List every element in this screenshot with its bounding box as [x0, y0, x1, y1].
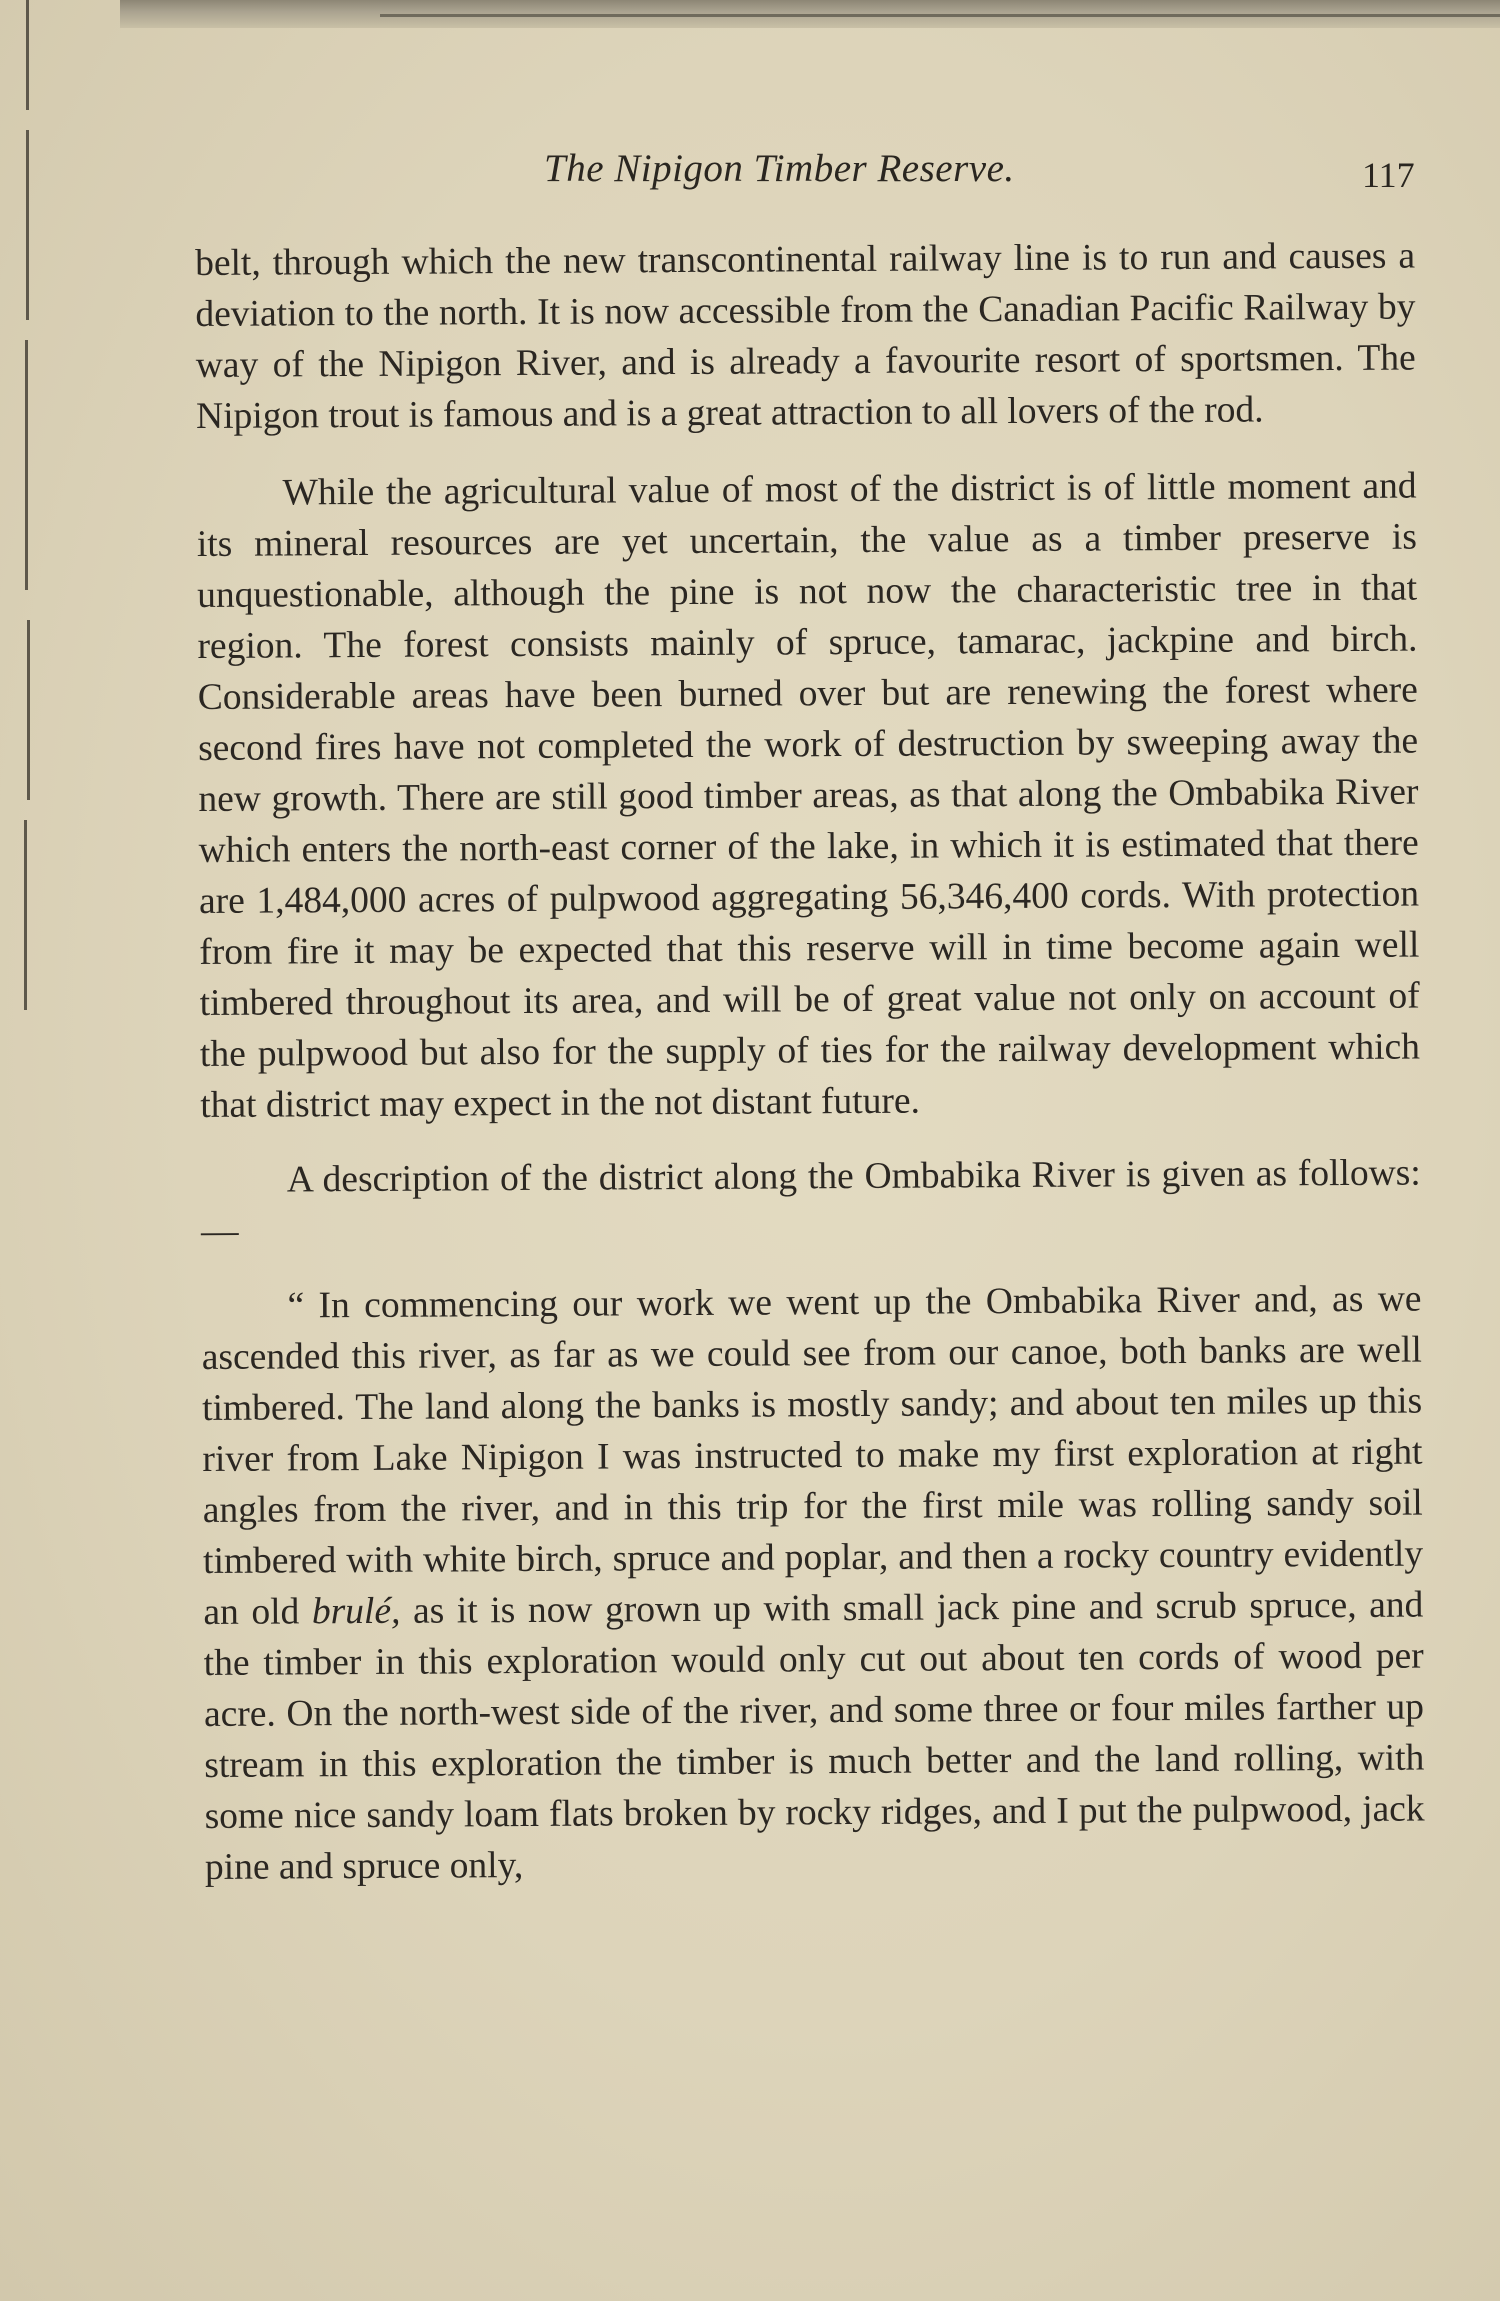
paragraph-1: belt, through which the new transcontinental railway line is to run and causes a deviation to the north. It is now accessible from the Canadian Pacific Railway by way of the Nipigon River, and is already a favourite resort of sportsmen. The Nipigon trout is famous and is a great attraction to all lovers of the rod.	[195, 235, 1416, 437]
body-text	[195, 231, 1425, 1893]
paragraph-3: A description of the district along the Ombabika River is given as follows:—	[200, 1152, 1421, 1252]
binding-shadow	[24, 820, 27, 1010]
page-number: 117	[1362, 155, 1415, 195]
page-top-edge-line	[380, 14, 1500, 17]
paragraph-2: While the agricultural value of most of the district is of little moment and its mineral resources are yet uncertain, the value as a timber preserve is unquestionable, although the pine is not now the characteristic tree in that region. The forest consists mainly of spruce, tamarac, jackpine and birch. Considerable areas have been burned over but are renewing the forest where second fires have not completed the work of destruction by sweeping away the new growth. There are still good timber areas, as that along the Ombabika River which enters the north-east corner of the lake, in which it is estimated that there are 1,484,000 acres of pulpwood aggregating 56,346,400 cords. With protection from fire it may be expected that this reserve will in time become again well timbered throughout its area, and will be of great value not only on account of the pulpwood but also for the supply of ties for the railway development which that district may expect in the not distant future.	[196, 465, 1421, 1126]
binding-shadow	[25, 340, 28, 590]
running-head-title: The Nipigon Timber Reserve.	[544, 147, 1015, 190]
running-head	[200, 140, 1440, 210]
paragraph-4-quotation	[201, 1274, 1425, 1893]
binding-shadow	[26, 0, 29, 110]
binding-shadow	[26, 130, 29, 320]
italic-term-brule: brulé,	[311, 1590, 401, 1633]
quotation-text-end: as it is now grown up with small jack pine and scrub spruce, and the timber in this exploration would only cut out about ten cords of wood per acre. On the north-west side of the river, and some three or four miles farther up stream in this exploration the timber is much better and the land rolling, with some nice sandy loam flats broken by rocky ridges, and I put the pulpwood, jack pine and spruce only,	[203, 1584, 1425, 1888]
quotation-text-start: “ In commencing our work we went up the Ombabika River and, as we ascended this river, as far as we could see from our canoe, both banks are well timbered. The land along the banks is mostly sandy; and about ten miles up this river from Lake Nipigon I was instructed to make my first exploration at right angles from the river, and in this trip for the first mile was rolling sandy soil timbered with white birch, spruce and poplar, and then a rocky country evidently an old	[201, 1278, 1424, 1633]
binding-shadow	[27, 620, 30, 800]
